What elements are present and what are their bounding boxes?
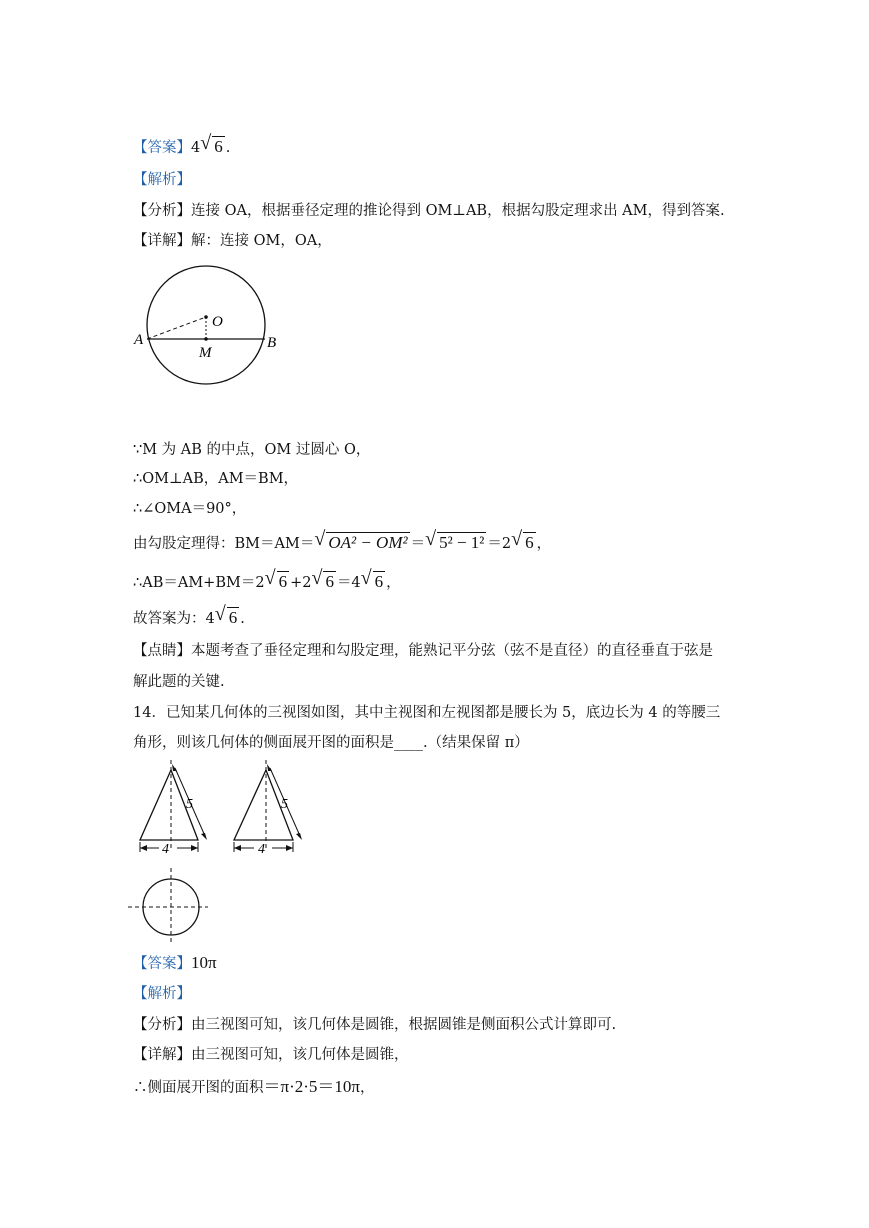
front-base-label: 4 <box>162 842 169 857</box>
dianjing-line-2: 解此题的关键. <box>133 674 225 690</box>
dianjing-line-1: 【点睛】本题考查了垂径定理和勾股定理，能熟记平分弦（弦不是直径）的直径垂直于弦是 <box>133 643 713 659</box>
fenxi-line: 【分析】连接 OA，根据垂径定理的推论得到 OM⊥AB，根据勾股定理求出 AM，得到答案. <box>133 203 725 219</box>
calc-line: ∴侧面展开图的面积＝π·2·5＝10π， <box>133 1077 375 1096</box>
step-2: ∴OM⊥AB，AM＝BM， <box>133 471 299 487</box>
answer-line-13: 【答案】4 √ 6 . <box>133 132 231 156</box>
fenxi-line-14: 【分析】由三视图可知，该几何体是圆锥，根据圆锥是侧面积公式计算即可. <box>133 1017 617 1033</box>
jiexi-heading: 【解析】 <box>133 172 191 188</box>
label-O: O <box>212 314 223 330</box>
circle-diagram <box>130 262 290 392</box>
step-5: ∴AB＝AM+BM＝2 √ 6 +2 √ 6 ＝4 √ 6 ， <box>133 567 401 591</box>
xiangjie-line-14: 【详解】由三视图可知，该几何体是圆锥， <box>133 1047 409 1063</box>
step-6: 故答案为：4 √ 6 . <box>133 603 245 627</box>
xiangjie-line: 【详解】解：连接 OM，OA， <box>133 233 332 249</box>
answer-value: 10π <box>191 953 217 972</box>
jiexi-heading-14: 【解析】 <box>133 986 191 1002</box>
q14-stem-1: 14．已知某几何体的三视图如图，其中主视图和左视图都是腰长为 5，底边长为 4 的等腰三 <box>133 705 721 721</box>
label-A: A <box>134 332 144 348</box>
front-slant-label: 5 <box>186 797 193 812</box>
answer-tag: 【答案】 <box>133 140 191 156</box>
step-1: ∵M 为 AB 的中点，OM 过圆心 O， <box>133 442 371 458</box>
three-view-diagram <box>128 760 318 945</box>
label-B: B <box>267 335 277 351</box>
answer-line-14: 【答案】10π <box>133 953 217 972</box>
answer-coef: 4 <box>191 140 201 156</box>
step-4: 由勾股定理得：BM＝AM＝ √ OA² − OM² ＝ √ 5² − 1² ＝2 √ 6 ， <box>133 528 552 552</box>
q14-stem-2: 角形，则该几何体的侧面展开图的面积是____.（结果保留 π） <box>133 735 529 751</box>
label-M: M <box>199 345 212 361</box>
step-3: ∴∠OMA＝90°， <box>133 501 247 517</box>
side-slant-label: 5 <box>281 797 288 812</box>
sqrt-expression: √ 6 <box>200 132 223 156</box>
side-base-label: 4 <box>258 842 265 857</box>
